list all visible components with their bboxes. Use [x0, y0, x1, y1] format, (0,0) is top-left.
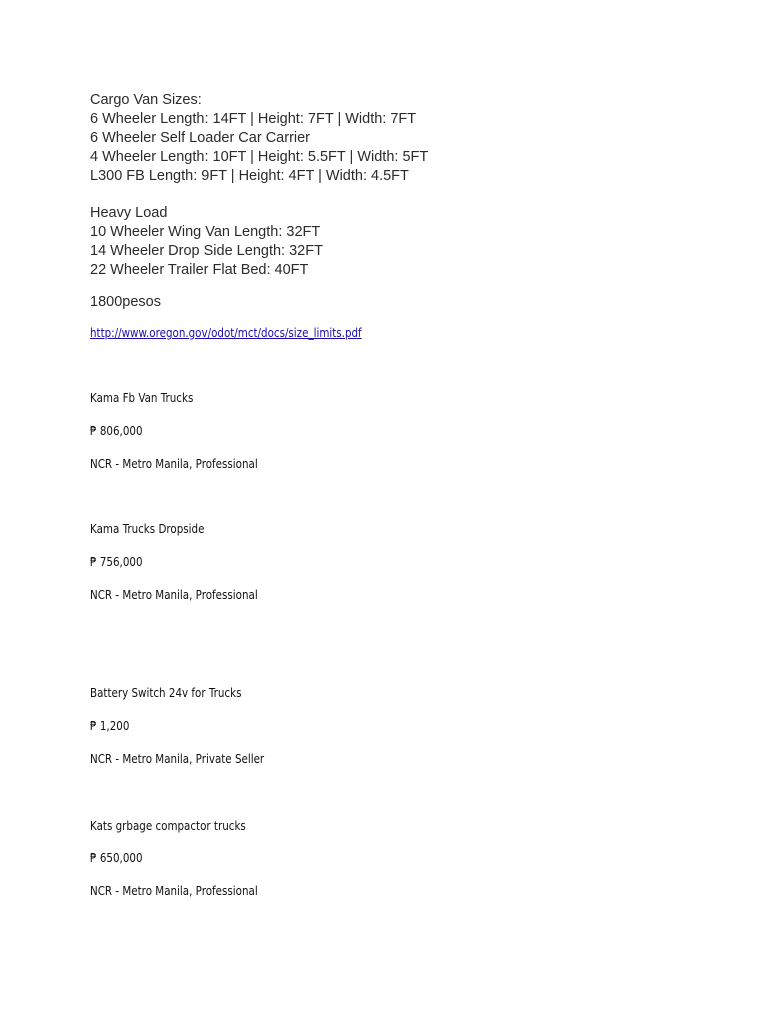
listing-price: ₱ 756,000	[90, 555, 143, 569]
price-note: 1800pesos	[90, 294, 161, 310]
cargo-line-3: 4 Wheeler Length: 10FT | Height: 5.5FT | Width: 5FT	[90, 149, 429, 165]
cargo-line-1: 6 Wheeler Length: 14FT | Height: 7FT | Width: 7FT	[90, 111, 417, 127]
cargo-heading: Cargo Van Sizes:	[90, 92, 202, 108]
listing-title: Kama Trucks Dropside	[90, 522, 205, 536]
heavy-heading: Heavy Load	[90, 205, 168, 221]
listing-location: NCR - Metro Manila, Professional	[90, 457, 258, 471]
listing-price: ₱ 806,000	[90, 424, 143, 438]
listing-title: Battery Switch 24v for Trucks	[90, 686, 242, 700]
listing-price: ₱ 650,000	[90, 851, 143, 865]
heavy-line-3: 22 Wheeler Trailer Flat Bed: 40FT	[90, 262, 309, 278]
listing-location: NCR - Metro Manila, Professional	[90, 588, 258, 602]
listing-price: ₱ 1,200	[90, 719, 130, 733]
size-limits-link[interactable]: http://www.oregon.gov/odot/mct/docs/size_limits.pdf	[90, 326, 362, 340]
listing-title: Kats grbage compactor trucks	[90, 819, 246, 833]
heavy-line-2: 14 Wheeler Drop Side Length: 32FT	[90, 243, 323, 259]
heavy-line-1: 10 Wheeler Wing Van Length: 32FT	[90, 224, 321, 240]
listing-location: NCR - Metro Manila, Professional	[90, 884, 258, 898]
cargo-line-2: 6 Wheeler Self Loader Car Carrier	[90, 130, 311, 146]
listing-location: NCR - Metro Manila, Private Seller	[90, 752, 265, 766]
listing-title: Kama Fb Van Trucks	[90, 391, 194, 405]
cargo-line-4: L300 FB Length: 9FT | Height: 4FT | Width: 4.5FT	[90, 168, 409, 184]
